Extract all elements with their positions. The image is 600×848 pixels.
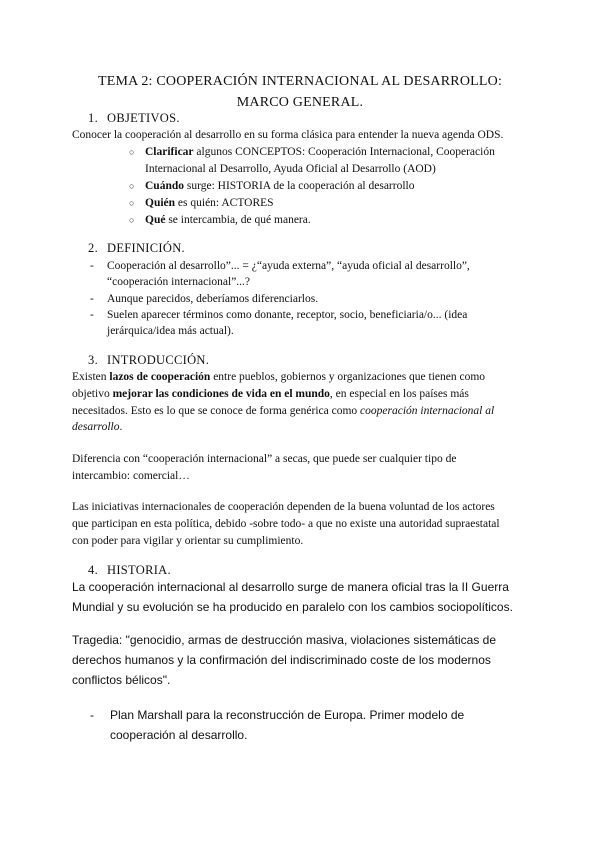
text-run: objetivo <box>72 388 113 400</box>
objetivos-bullet-3: ○ <box>129 198 135 208</box>
bold-run: mejorar las condiciones de vida en el mundo <box>112 388 330 400</box>
objetivos-item-2-text: surge: HISTORIA de la cooperación al desarrollo <box>184 180 415 192</box>
text-run: . <box>119 421 123 433</box>
objetivos-bullet-4: ○ <box>129 215 135 225</box>
introduccion-p1-line-4 <box>72 419 122 436</box>
introduccion-p1-line-2 <box>72 386 592 403</box>
objetivos-item-3-text: es quién: ACTORES <box>175 197 274 209</box>
objetivos-item-1-bold: Clarificar <box>145 146 194 158</box>
objetivos-item-1 <box>145 144 585 161</box>
objetivos-bullet-2: ○ <box>129 181 135 191</box>
historia-item-line-1: Plan Marshall para la reconstrucción de Europa. Primer modelo de <box>110 708 465 722</box>
objetivos-item-1-text: algunos CONCEPTOS: Cooperación Internacional, Cooperación <box>193 146 495 158</box>
text-run: Existen <box>72 371 110 383</box>
objetivos-intro: Conocer la cooperación al desarrollo en su forma clásica para entender la nueva agenda ODS. <box>72 129 504 141</box>
definicion-item-3-cont: jerárquica/idea más actual). <box>107 325 234 337</box>
introduccion-p3-line-3: con poder para vigilar y orientar su cumplimiento. <box>72 535 304 547</box>
definicion-item-1: Cooperación al desarrollo”... = ¿“ayuda externa”, “ayuda oficial al desarrollo”, <box>107 260 470 272</box>
historia-p2-line-3: conflictos bélicos". <box>72 673 171 687</box>
definicion-dash-1: - <box>90 260 94 272</box>
introduccion-p2-line-1: Diferencia con “cooperación internacional” a secas, que puede ser cualquier tipo de <box>72 453 457 465</box>
objetivos-item-4 <box>145 212 311 229</box>
section-number-introduccion: 3. <box>88 353 98 367</box>
objetivos-item-1-cont: Internacional al Desarrollo, Ayuda Oficial al Desarrollo (AOD) <box>145 163 436 175</box>
section-heading-introduccion: INTRODUCCIÓN. <box>107 353 210 367</box>
objetivos-item-4-bold: Qué <box>145 214 166 226</box>
introduccion-p2-line-2: intercambio: comercial… <box>72 470 190 482</box>
historia-p1-line-2: Mundial y su evolución se ha producido en paralelo con los cambios sociopolíticos. <box>72 600 513 614</box>
section-number-definicion: 2. <box>88 241 98 255</box>
introduccion-p3-line-1: Las iniciativas internacionales de cooperación dependen de la buena voluntad de los actores <box>72 501 495 513</box>
introduccion-p1-line-1 <box>72 369 592 386</box>
definicion-dash-2: - <box>90 293 94 305</box>
document-title-line-2: MARCO GENERAL. <box>236 95 364 110</box>
definicion-item-2: Aunque parecidos, deberíamos diferenciarlos. <box>107 293 319 305</box>
objetivos-item-3 <box>145 195 274 212</box>
definicion-dash-3: - <box>90 309 94 321</box>
historia-p1-line-1: La cooperación internacional al desarrollo surge de manera oficial tras la II Guerra <box>72 580 509 594</box>
introduccion-p3-line-2: que participan en esta política, debido -sobre todo- a que no existe una autoridad supraestatal <box>72 518 500 530</box>
section-heading-objetivos: OBJETIVOS. <box>107 111 180 125</box>
italic-run: desarrollo <box>72 421 120 433</box>
text-run: , en especial en los países más <box>329 388 469 400</box>
objetivos-item-4-text: se intercambia, de qué manera. <box>165 214 311 226</box>
historia-p2-line-1: Tragedia: "genocidio, armas de destrucción masiva, violaciones sistemáticas de <box>72 633 497 647</box>
historia-p2-line-2: derechos humanos y la confirmación del indiscriminado coste de los modernos <box>72 653 491 667</box>
section-heading-definicion: DEFINICIÓN. <box>107 241 185 255</box>
section-heading-historia: HISTORIA. <box>107 563 171 577</box>
objetivos-item-2-bold: Cuándo <box>145 180 184 192</box>
definicion-item-1-cont: “cooperación internacional”...? <box>107 276 251 288</box>
italic-run: cooperación internacional al <box>360 405 495 417</box>
objetivos-item-2 <box>145 178 414 195</box>
bold-run: lazos de cooperación <box>109 371 211 383</box>
objetivos-bullet-1: ○ <box>129 147 135 157</box>
historia-dash-1: - <box>90 708 94 722</box>
text-run: necesitados. Esto es lo que se conoce de forma genérica como <box>72 405 361 417</box>
text-run: entre pueblos, gobiernos y organizaciones que tienen como <box>210 371 486 383</box>
document-title-line-1: TEMA 2: COOPERACIÓN INTERNACIONAL AL DESARROLLO: <box>97 74 503 89</box>
definicion-item-3: Suelen aparecer términos como donante, receptor, socio, beneficiaria/o... (idea <box>107 309 468 321</box>
introduccion-p1-line-3 <box>72 403 592 420</box>
historia-item-line-2: cooperación al desarrollo. <box>110 728 248 742</box>
section-number-objetivos: 1. <box>88 111 98 125</box>
section-number-historia: 4. <box>88 563 98 577</box>
objetivos-item-3-bold: Quién <box>145 197 176 209</box>
